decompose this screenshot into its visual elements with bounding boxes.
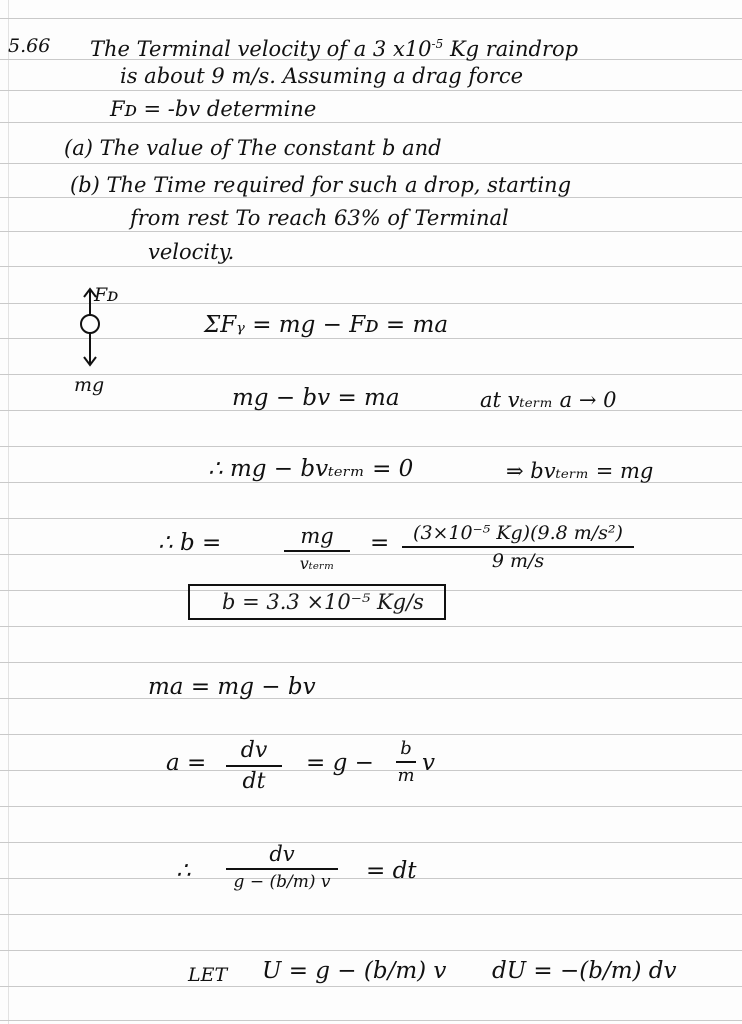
equation-ma: ma = mg − bv [148,674,316,700]
equation-sum-forces: ΣFᵧ = mg − Fᴅ = ma [204,312,449,338]
fraction-numerator: mg [300,524,334,548]
fraction-dt: dt [242,769,266,794]
problem-line-1-text: The Terminal velocity of a 3 x10 [90,37,432,61]
ruled-line [0,986,742,987]
problem-part-a: (a) The value of The constant b and [64,136,442,160]
fraction-bar [226,868,338,870]
ruled-line [0,446,742,447]
ruled-line [0,122,742,123]
ruled-line [0,914,742,915]
ruled-line [0,231,742,232]
fraction-denominator-numeric: 9 m/s [491,550,545,572]
substitution-let: LET [188,964,228,986]
equation-dt: = dt [366,858,417,884]
ruled-line [0,626,742,627]
ruled-line [0,518,742,519]
fraction-dv-dt [226,738,282,794]
equation-b-lhs: ∴ b = [158,530,222,556]
fraction-bar [226,765,282,767]
raindrop-circle [81,315,99,333]
fraction-bar [396,761,416,763]
ruled-line [0,950,742,951]
fraction-mg-over-vterm [284,524,350,573]
fraction-numerator-numeric: (3×10⁻⁵ Kg)(9.8 m/s²) [413,522,623,544]
fraction-denominator: vₜₑᵣₘ [299,554,335,573]
ruled-line [0,698,742,699]
fraction-bar-numeric [402,546,634,548]
terminal-condition-note: at vₜₑᵣₘ a → 0 [480,388,617,412]
problem-part-b-line-2: from rest To reach 63% of Terminal [130,206,509,230]
problem-line-2: is about 9 m/s. Assuming a drag force [120,64,524,88]
problem-part-b-line-3: velocity. [148,240,235,264]
equation-newton: mg − bv = ma [232,385,400,411]
velocity-variable: v [422,750,435,776]
problem-line-1 [90,31,578,62]
fraction-dv: dv [269,842,295,866]
fraction-numeric [402,522,634,572]
result-box: b = 3.3 ×10⁻⁵ Kg/s [188,584,446,620]
equation-terminal: ∴ mg − bvₜₑᵣₘ = 0 [208,456,414,482]
ruled-line [0,662,742,663]
substitution-du: dU = −(b/m) dv [492,958,677,984]
equation-a-lhs: a = [166,750,207,776]
margin-line [8,0,9,1024]
weight-label: mg [74,374,105,396]
fraction-separation [226,842,338,892]
ruled-line [0,734,742,735]
substitution-u: U = g − (b/m) v [262,958,447,984]
fraction-b-over-m [396,738,416,786]
ruled-line [0,1020,742,1021]
fraction-g-minus-bv: g − (b/m) v [233,872,331,892]
fraction-bar [284,550,350,552]
ruled-line [0,806,742,807]
ruled-line [0,163,742,164]
problem-part-b: (b) The Time required for such a drop, starting [70,173,572,197]
problem-line-1-exponent: -5 [431,37,444,51]
ruled-line [0,266,742,267]
ruled-line [0,842,742,843]
problem-line-3: Fᴅ = -bv determine [110,97,317,121]
equals-sign: = [370,530,390,556]
problem-number: 5.66 [8,35,51,57]
fraction-dv: dv [240,738,268,763]
equation-terminal-result: ⇒ bvₜₑᵣₘ = mg [506,459,654,483]
problem-line-1-rest: Kg raindrop [449,37,579,61]
ruled-line [0,18,742,19]
ruled-line [0,90,742,91]
fraction-m: m [397,765,415,786]
fraction-b: b [400,738,412,759]
drag-force-label: Fᴅ [94,284,119,306]
equation-a-rhs: = g − [306,750,374,776]
therefore-symbol: ∴ [176,858,191,884]
